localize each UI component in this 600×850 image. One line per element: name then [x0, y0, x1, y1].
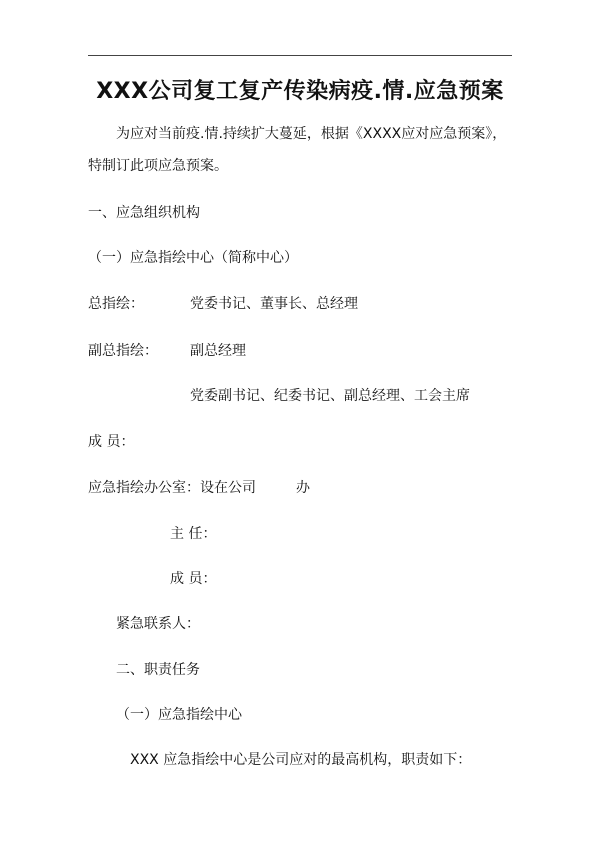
intro-line-2: 特制订此项应急预案。: [88, 158, 228, 174]
chief-label: 总指绘：: [88, 296, 144, 312]
members-value: 党委副书记、纪委书记、副总经理、工会主席: [190, 388, 470, 404]
office-label: 应急指绘办公室：设在公司: [88, 480, 256, 496]
deputy-value: 副总经理: [190, 343, 246, 359]
deputy-label: 副总指绘：: [88, 343, 158, 359]
header-rule: [88, 55, 512, 56]
director-label: 主 任：: [170, 526, 217, 542]
office-members-label: 成 员：: [170, 571, 217, 587]
office-suffix: 办: [296, 480, 310, 496]
emergency-contact-label: 紧急联系人：: [116, 616, 200, 632]
document-title: XXX公司复工复产传染病疫.情.应急预案: [96, 79, 504, 104]
subsection-1-heading: （一）应急指绘中心（简称中心）: [88, 250, 298, 266]
duty-intro: XXX 应急指绘中心是公司应对的最高机构，职责如下：: [130, 752, 472, 768]
chief-value: 党委书记、董事长、总经理: [190, 296, 358, 312]
section-1-heading: 一、应急组织机构: [88, 205, 200, 221]
section-2-heading: 二、职责任务: [116, 662, 200, 678]
members-label: 成 员：: [88, 434, 135, 450]
intro-line-1: 为应对当前疫.情.持续扩大蔓延，根据《XXXX应对应急预案》，: [116, 126, 507, 142]
subsection-2-heading: （一）应急指绘中心: [116, 707, 242, 723]
